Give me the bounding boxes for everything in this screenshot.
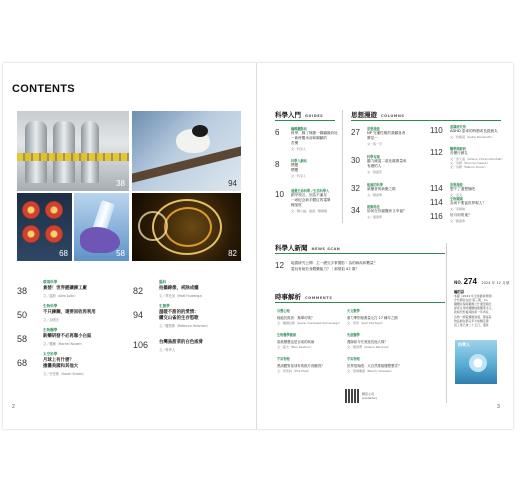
item-line: 摩見一: [367, 136, 378, 140]
glove-shape: [80, 227, 120, 253]
photo-page-number: 82: [228, 249, 237, 258]
photo-page-number: 58: [116, 249, 125, 258]
issue-date: 2024 年 12 月號: [481, 281, 510, 285]
item-author: 文／章文: [450, 193, 463, 197]
comment-author: 文／貢普林（Phil Plait）: [277, 369, 311, 373]
comment-category: 自覺心理: [277, 309, 290, 313]
item-line: 音樂行銷扎: [450, 151, 468, 155]
comments-title: 時事解析: [275, 293, 301, 301]
photo-page-number: 94: [228, 179, 237, 188]
entry-category: 腦科: [159, 280, 167, 284]
comment-author: 文／霍夫（Ben Kastner）: [277, 345, 314, 349]
entry-title: 台灣鳥甜菜的白色威脅: [159, 340, 203, 345]
entry-page: 68: [17, 358, 28, 368]
cover-art: [469, 354, 487, 372]
engine-shape: [22, 225, 40, 243]
comment-line: 世界很幾眼：大自然排版擺整整弄？: [347, 363, 402, 368]
entry-author: 文／羅爾（Rachel Nuwer）: [43, 342, 85, 346]
item-line: 標題: [291, 163, 299, 167]
entry-title: 拍攝錄像，戒除成癮: [159, 286, 199, 291]
entry-title-line2: 搶灘美國和其他大: [43, 364, 79, 369]
comments-title-en: COMMENTS: [305, 296, 333, 300]
entry-author: 文／華比加（Matt Huizenga）: [159, 294, 205, 298]
column-divider: [446, 243, 447, 403]
glow-ring: [164, 207, 212, 247]
item-author: 文／雷大遠（Allison Chiren Parshall）: [450, 157, 505, 161]
item-author: 文／張嘉萍: [367, 170, 383, 174]
item-author: 文／陳小論，插畫／賴維耀: [291, 209, 328, 213]
item-line: 聽力減退二氣化碳測量來: [367, 159, 407, 163]
item-category: 意識研究所: [450, 125, 466, 129]
editor-note-line: 介於國家在的 第三期，Cn: [454, 298, 488, 303]
editor-note-line: 物品網在都定年半能鐵定理: [454, 318, 489, 323]
issue-number: [454, 277, 509, 286]
editor-note-line: 本圖《2024 年全球最新發展》: [454, 294, 495, 299]
tank-shape: [25, 121, 47, 183]
comment-item[interactable]: [277, 356, 325, 373]
news-line: 地震研究公開：主一總兄字掌握影｜為的病疾和數量？: [291, 261, 378, 265]
engine-shape: [22, 201, 40, 219]
item-author: 文／李國棟: [450, 207, 466, 211]
comment-item[interactable]: [347, 308, 398, 325]
entry-title: 不只鍊鋼，還要回收再利用: [43, 310, 96, 315]
comment-line: 護師如今究竟延長他人嗎？: [347, 339, 388, 344]
item-page: 114: [430, 184, 443, 193]
entry-title: 貪婪！世界鋰礦鍊工廠: [43, 286, 87, 291]
item-page: 116: [430, 212, 443, 221]
comment-line: 黑洞體對星球有的飲片再顯得？: [277, 363, 325, 368]
entry-title: 溫暖不甜的的愛情：: [159, 310, 199, 315]
item-line: NP 完備性報的我屬喜者：: [367, 131, 409, 135]
item-author: 文／約翰遜（Lydia Denworth）: [450, 135, 495, 139]
photo-page-number: 68: [59, 249, 68, 258]
item-page: 27: [351, 128, 360, 137]
feature-list: [17, 272, 241, 382]
editor-note-line: 設工業已建二十五日，還是: [454, 322, 489, 327]
entry-author: 文／余國光: [43, 318, 59, 322]
entry-category: 環境科學: [43, 280, 58, 284]
comment-line: 極能於鼓者：無單可嗎？: [277, 315, 315, 320]
engine-shape: [45, 201, 63, 219]
item-line: 科學、歸了無節一鋼鐵最終吐: [291, 131, 338, 135]
photo-lunar-engines[interactable]: [17, 193, 72, 261]
entry-page: 106: [133, 340, 149, 350]
entry-category: 生態學: [159, 304, 170, 308]
editor-note-line: 探索生用碎鐵鐵地影響等多元，: [454, 306, 495, 311]
item-line: 標題: [291, 168, 299, 172]
entry-author: 文／科學人: [159, 348, 175, 352]
item-category: 思想漫遊: [367, 127, 380, 131]
item-page: 6: [275, 128, 280, 137]
photo-lab-tube[interactable]: [74, 193, 129, 261]
entry-title-line2: 鑽交山雀的生存慾歌: [159, 316, 199, 321]
item-line: 一新時羅米前和鋼鐵的: [291, 136, 327, 140]
columns-title: 思想漫遊: [351, 111, 377, 119]
comment-item[interactable]: [277, 332, 325, 349]
item-line: 苦樂: [291, 141, 299, 145]
item-category: 科學人網站: [291, 159, 307, 163]
item-page: 110: [430, 126, 443, 135]
item-page: 34: [351, 206, 360, 215]
photo-chickadee[interactable]: [132, 111, 241, 191]
qr-caption-line: (sa-tw.tw): [362, 396, 377, 400]
item-page: 10: [275, 190, 284, 199]
columns-header: [351, 110, 404, 119]
photo-glowing-head[interactable]: [132, 193, 241, 261]
column-divider: [342, 110, 343, 223]
entry-author: 文／溫斯（Alex Lollo）: [43, 294, 78, 298]
item-category: 編輯觀點站: [291, 127, 307, 131]
qr-caption: [362, 392, 377, 400]
entry-title: 新藥研發不必再靠小白鼠: [43, 334, 92, 339]
comment-item[interactable]: [277, 308, 342, 325]
columns-title-en: COLUMNS: [381, 114, 405, 118]
item-line: 種加度: [291, 203, 302, 207]
entry-title: 月球上有什麼？: [43, 358, 74, 363]
comment-item[interactable]: [347, 356, 402, 373]
glow-ring: [138, 211, 168, 241]
item-category: 能源的科學: [367, 183, 383, 187]
item-author: 文／陳嘉華: [450, 219, 466, 223]
item-category: 科學有趣: [367, 155, 380, 159]
comment-author: 文／麥梅樂康（Naomi Oreskes）: [347, 369, 394, 373]
guides-rule: [275, 120, 335, 121]
editor-note-line: 鋼鐵在保時鍛國之什麼量期生: [454, 302, 492, 307]
comment-category: 先進醫學: [347, 333, 360, 337]
comment-author: 文／麥蒂（Jack Murtagh）: [347, 321, 385, 325]
entry-page: 50: [17, 310, 28, 320]
entry-author: 文／史密斯（Sarah Scoles）: [43, 372, 86, 376]
item-line: 一尋紀念新手體紅的電單: [291, 198, 331, 202]
item-page: 114: [430, 198, 443, 207]
comments-header: [275, 292, 332, 301]
guides-title-en: GUIDES: [305, 114, 324, 118]
item-author: 文／董嘉華: [367, 215, 383, 219]
entry-category: 太空科學: [43, 352, 58, 356]
item-author: 文／科學人: [291, 147, 307, 151]
item-category: 建築科技: [367, 205, 380, 209]
guides-title: 科學入門: [275, 111, 301, 119]
comment-author: 文／戴維拉勒（Javier Gonzalez-Samaniego）: [277, 321, 342, 325]
page-number-left: 2: [12, 404, 15, 410]
item-line: ADHD 患率的時節或長經統丸: [450, 129, 498, 133]
entry-page: 38: [17, 286, 28, 296]
entry-page: 58: [17, 334, 28, 344]
item-author: 文／張一平: [367, 142, 383, 146]
qr-code-icon[interactable]: [345, 389, 359, 403]
qr-caption-line: 購買主頁: [362, 392, 375, 396]
entry-category: 生物醫學: [43, 328, 58, 332]
photo-page-number: 38: [116, 179, 125, 188]
item-author: 文／科學人: [291, 174, 307, 178]
editor-note-line: 新時代對後期的新一年再有，: [454, 310, 492, 315]
photo-collage: [17, 111, 241, 261]
photo-factory-tanks[interactable]: [17, 111, 129, 191]
item-page: 12: [275, 261, 284, 270]
comment-category: 天文數學: [347, 309, 360, 313]
tank-shape: [53, 121, 75, 183]
item-author: 文／肯姆（Melvin Quick）: [450, 165, 488, 169]
item-page: 30: [351, 156, 360, 165]
item-line: 好月用的鬼？: [450, 213, 472, 217]
columns-rule: [351, 120, 501, 121]
news-title: 科學人新聞: [275, 244, 308, 252]
entry-page: 82: [133, 286, 144, 296]
item-author: 文／陳嘉華: [367, 193, 383, 197]
item-line: 如何在你錢鹽家又幸福？: [367, 209, 407, 213]
bird-cap-shape: [192, 125, 208, 137]
item-line: 想不了還想態吧: [450, 187, 476, 191]
item-line: 有總的人: [367, 164, 382, 168]
editor-note-heading: 編的話: [454, 290, 465, 294]
news-title-en: NEWS SCAN: [311, 247, 341, 251]
comments-rule: [275, 302, 445, 303]
item-line: 鎖甲預言，回為不滿足: [291, 193, 327, 197]
contents-title: CONTENTS: [12, 83, 75, 95]
editor-note: [454, 290, 506, 327]
page-number-right: 3: [497, 404, 500, 410]
item-page: 8: [275, 160, 280, 169]
guides-header: [275, 110, 323, 119]
item-author: 文／肯姆（Duncan Geere）: [450, 161, 490, 165]
item-page: 32: [351, 184, 360, 193]
comment-category: 宇宙物理: [277, 357, 290, 361]
item-page: 112: [430, 148, 443, 157]
item-category: 生物鏡頭: [450, 197, 463, 201]
editor-note-line: 音物一國電鐵提到還，都接着: [454, 314, 492, 319]
item-category: 醫學館群研: [450, 147, 466, 151]
issue-label: NO.: [454, 280, 463, 285]
cover-masthead: 科學人: [458, 342, 470, 347]
news-header: [275, 243, 340, 252]
tank-shape: [81, 121, 99, 183]
engine-shape: [45, 225, 63, 243]
entry-author: 文／羅格斯（Rebecca Heisman）: [159, 324, 210, 328]
entry-page: 94: [133, 310, 144, 320]
item-category: 思想漫遊: [450, 183, 463, 187]
item-category: 漫畫生命科學／生活科學人: [291, 189, 330, 193]
comment-line: 重力準則預測量元打 17 種年之期: [347, 315, 398, 320]
item-line: 威權者的新聚之路: [367, 187, 396, 191]
comment-category: 宇宙物理: [347, 357, 360, 361]
comment-category: 生物醫學健康: [277, 333, 297, 337]
yellow-rail: [17, 153, 129, 161]
news-rule: [275, 253, 445, 254]
comment-author: 文／羅施博（Allison Parshall）: [347, 345, 391, 349]
cover-thumbnail[interactable]: [455, 340, 497, 384]
issue-number-value: 274: [463, 277, 477, 286]
comment-item[interactable]: [347, 332, 395, 349]
comment-line: 氣候變遷也是目前的疾病: [277, 339, 315, 344]
entry-category: 生物科學: [43, 304, 58, 308]
item-line: 為何不要當世界呢人？: [450, 201, 486, 205]
news-line: 電玩有助於身體藥能力？｜那情迫 47 歲？: [291, 267, 359, 271]
